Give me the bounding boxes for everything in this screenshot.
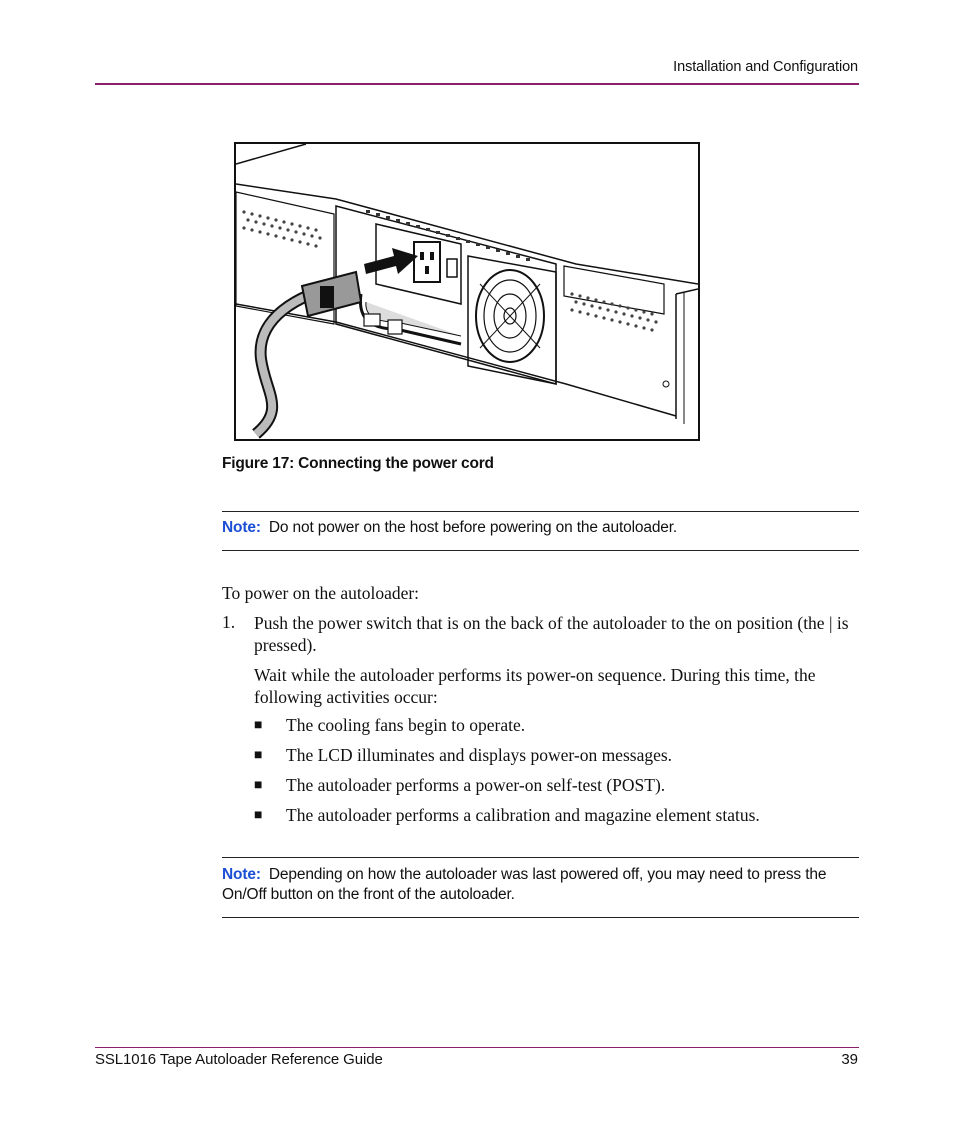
step-detail: Wait while the autoloader performs its power-on sequence. During this time, the following activities occur: — [254, 665, 816, 707]
bullet-marker: ■ — [254, 808, 263, 823]
figure-power-cord-illustration — [234, 142, 700, 441]
note-top-rule — [222, 857, 859, 858]
bullet-marker: ■ — [254, 748, 263, 763]
footer-guide-title: SSL1016 Tape Autoloader Reference Guide — [95, 1051, 383, 1068]
bullet-item: The autoloader performs a calibration and magazine element status. — [286, 805, 760, 825]
autoloader-rear-illustration — [236, 144, 698, 439]
step-number: 1. — [222, 612, 236, 632]
intro-paragraph: To power on the autoloader: — [222, 583, 420, 603]
note-box — [222, 518, 859, 538]
footer-rule — [95, 1047, 859, 1048]
bullet-item: The autoloader performs a power-on self-test (POST). — [286, 775, 666, 795]
note-label: Note: — [222, 519, 261, 536]
running-header: Installation and Configuration — [673, 59, 858, 75]
page-number: 39 — [841, 1051, 858, 1068]
step-text: Push the power switch that is on the back of the autoloader to the on position (the | is pressed). — [254, 613, 849, 655]
bullet-marker: ■ — [254, 718, 263, 733]
header-rule — [95, 83, 859, 85]
bullet-item: The cooling fans begin to operate. — [286, 715, 526, 735]
note-bottom-rule — [222, 917, 859, 918]
bullet-item: The LCD illuminates and displays power-on messages. — [286, 745, 673, 765]
note-box — [222, 865, 859, 905]
figure-caption: Figure 17: Connecting the power cord — [222, 455, 494, 472]
note-text: Depending on how the autoloader was last powered off, you may need to press the On/Off button on the front of the autoloader. — [222, 866, 827, 903]
note-top-rule — [222, 511, 859, 512]
bullet-marker: ■ — [254, 778, 263, 793]
note-text: Do not power on the host before powering on the autoloader. — [268, 519, 678, 536]
note-label: Note: — [222, 866, 261, 883]
note-bottom-rule — [222, 550, 859, 551]
